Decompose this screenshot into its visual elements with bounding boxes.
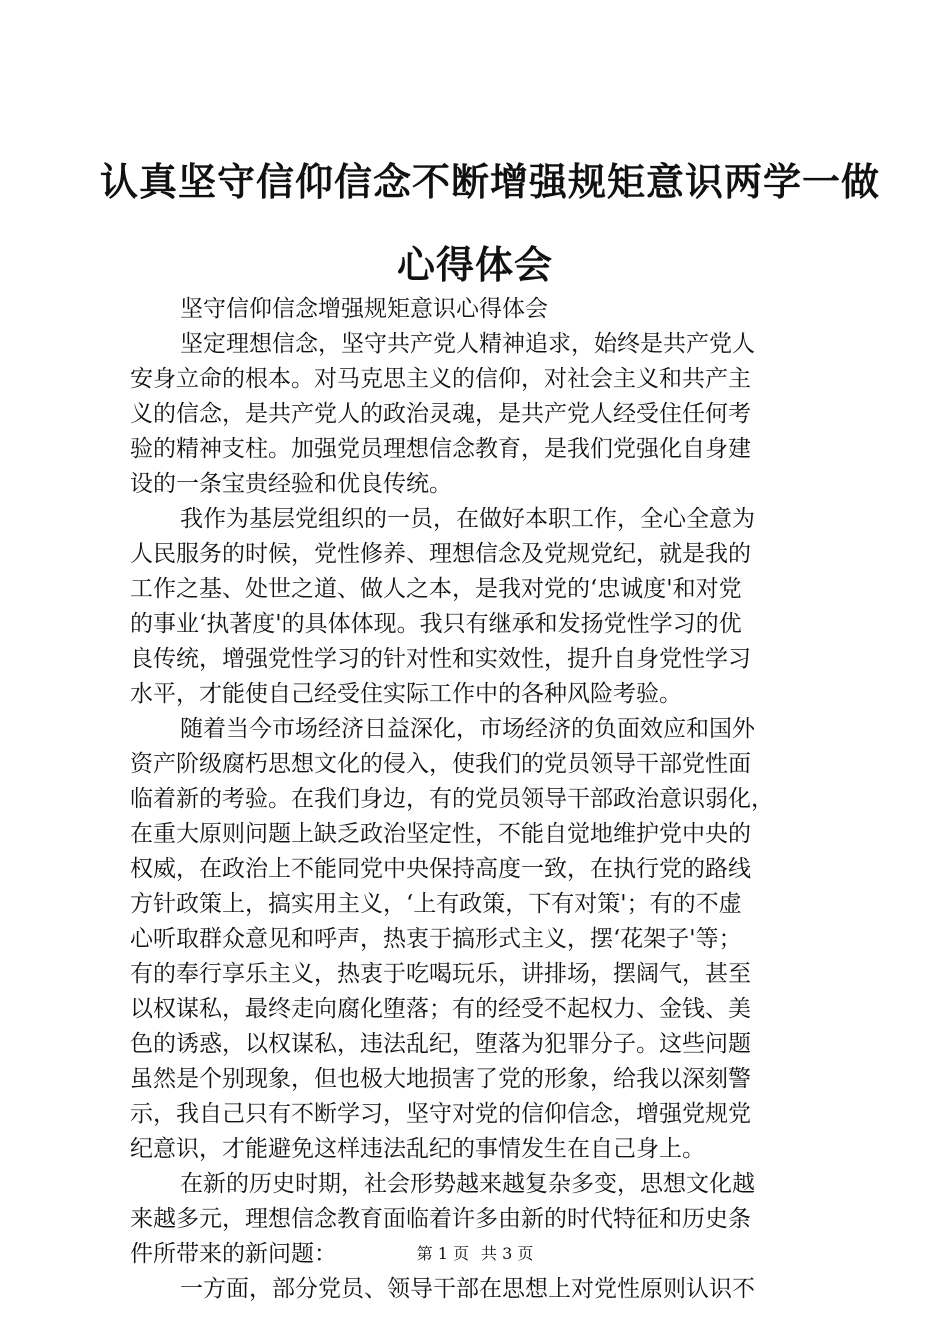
paragraph-line: 在新的历史时期，社会形势越来越复杂多变，思想文化越 (180, 1171, 755, 1197)
document-title-line-1: 认真坚守信仰信念不断增强规矩意识两学一做 (100, 159, 881, 204)
paragraph-line: 义的信念，是共产党人的政治灵魂，是共产党人经受住任何考 (130, 401, 751, 427)
paragraph-line: 件所带来的新问题： (130, 1241, 337, 1267)
paragraph-line: 方针政策上，搞实用主义，‘上有政策，下有对策'；有的不虚 (130, 891, 742, 917)
page-footer (0, 1244, 950, 1264)
paragraph-line: 坚定理想信念，坚守共产党人精神追求，始终是共产党人 (180, 331, 755, 357)
paragraph-line: 来越多元，理想信念教育面临着许多由新的时代特征和历史条 (130, 1206, 751, 1232)
paragraph-line: 安身立命的根本。对马克思主义的信仰，对社会主义和共产主 (130, 366, 751, 392)
subtitle-line: 坚守信仰信念增强规矩意识心得体会 (180, 296, 548, 322)
paragraph-line: 水平，才能使自己经受住实际工作中的各种风险考验。 (130, 681, 682, 707)
paragraph-line: 心听取群众意见和呼声，热衷于搞形式主义，摆‘花架子'等； (130, 926, 742, 952)
paragraph-line: 资产阶级腐朽思想文化的侵入，使我们的党员领导干部党性面 (130, 751, 751, 777)
paragraph-line: 有的奉行享乐主义，热衷于吃喝玩乐，讲排场，摆阔气，甚至 (130, 961, 751, 987)
paragraph-line: 临着新的考验。在我们身边，有的党员领导干部政治意识弱化， (130, 786, 774, 812)
paragraph-line: 以权谋私，最终走向腐化堕落；有的经受不起权力、金钱、美 (130, 996, 751, 1022)
paragraph-line: 色的诱惑，以权谋私，违法乱纪，堕落为犯罪分子。这些问题 (130, 1031, 751, 1057)
paragraph-line: 纪意识，才能避免这样违法乱纪的事情发生在自己身上。 (130, 1136, 705, 1162)
paragraph-line: 我作为基层党组织的一员，在做好本职工作，全心全意为 (180, 506, 755, 532)
document-body (130, 292, 830, 1307)
document-title-line-2: 心得体会 (396, 242, 553, 287)
page-total: 共 3 页 (481, 1244, 534, 1263)
paragraph-line: 权威，在政治上不能同党中央保持高度一致，在执行党的路线 (130, 856, 751, 882)
paragraph-line: 虽然是个别现象，但也极大地损害了党的形象，给我以深刻警 (130, 1066, 751, 1092)
paragraph-line: 示，我自己只有不断学习，坚守对党的信仰信念，增强党规党 (130, 1101, 751, 1127)
paragraph-line: 人民服务的时候，党性修养、理想信念及党规党纪，就是我的 (130, 541, 751, 567)
page-number: 第 1 页 (416, 1244, 469, 1263)
paragraph-line: 良传统，增强党性学习的针对性和实效性，提升自身党性学习 (130, 646, 751, 672)
paragraph-line: 工作之基、处世之道、做人之本，是我对党的‘忠诚度'和对党 (130, 576, 742, 602)
paragraph-line: 在重大原则问题上缺乏政治坚定性，不能自觉地维护党中央的 (130, 821, 751, 847)
paragraph-line: 设的一条宝贵经验和优良传统。 (130, 471, 452, 497)
paragraph-line: 验的精神支柱。加强党员理想信念教育，是我们党强化自身建 (130, 436, 751, 462)
paragraph-line: 的事业‘执著度'的具体体现。我只有继承和发扬党性学习的优 (130, 611, 742, 637)
paragraph-line: 随着当今市场经济日益深化，市场经济的负面效应和国外 (180, 716, 755, 742)
paragraph-line: 一方面，部分党员、领导干部在思想上对党性原则认识不 (180, 1276, 755, 1302)
